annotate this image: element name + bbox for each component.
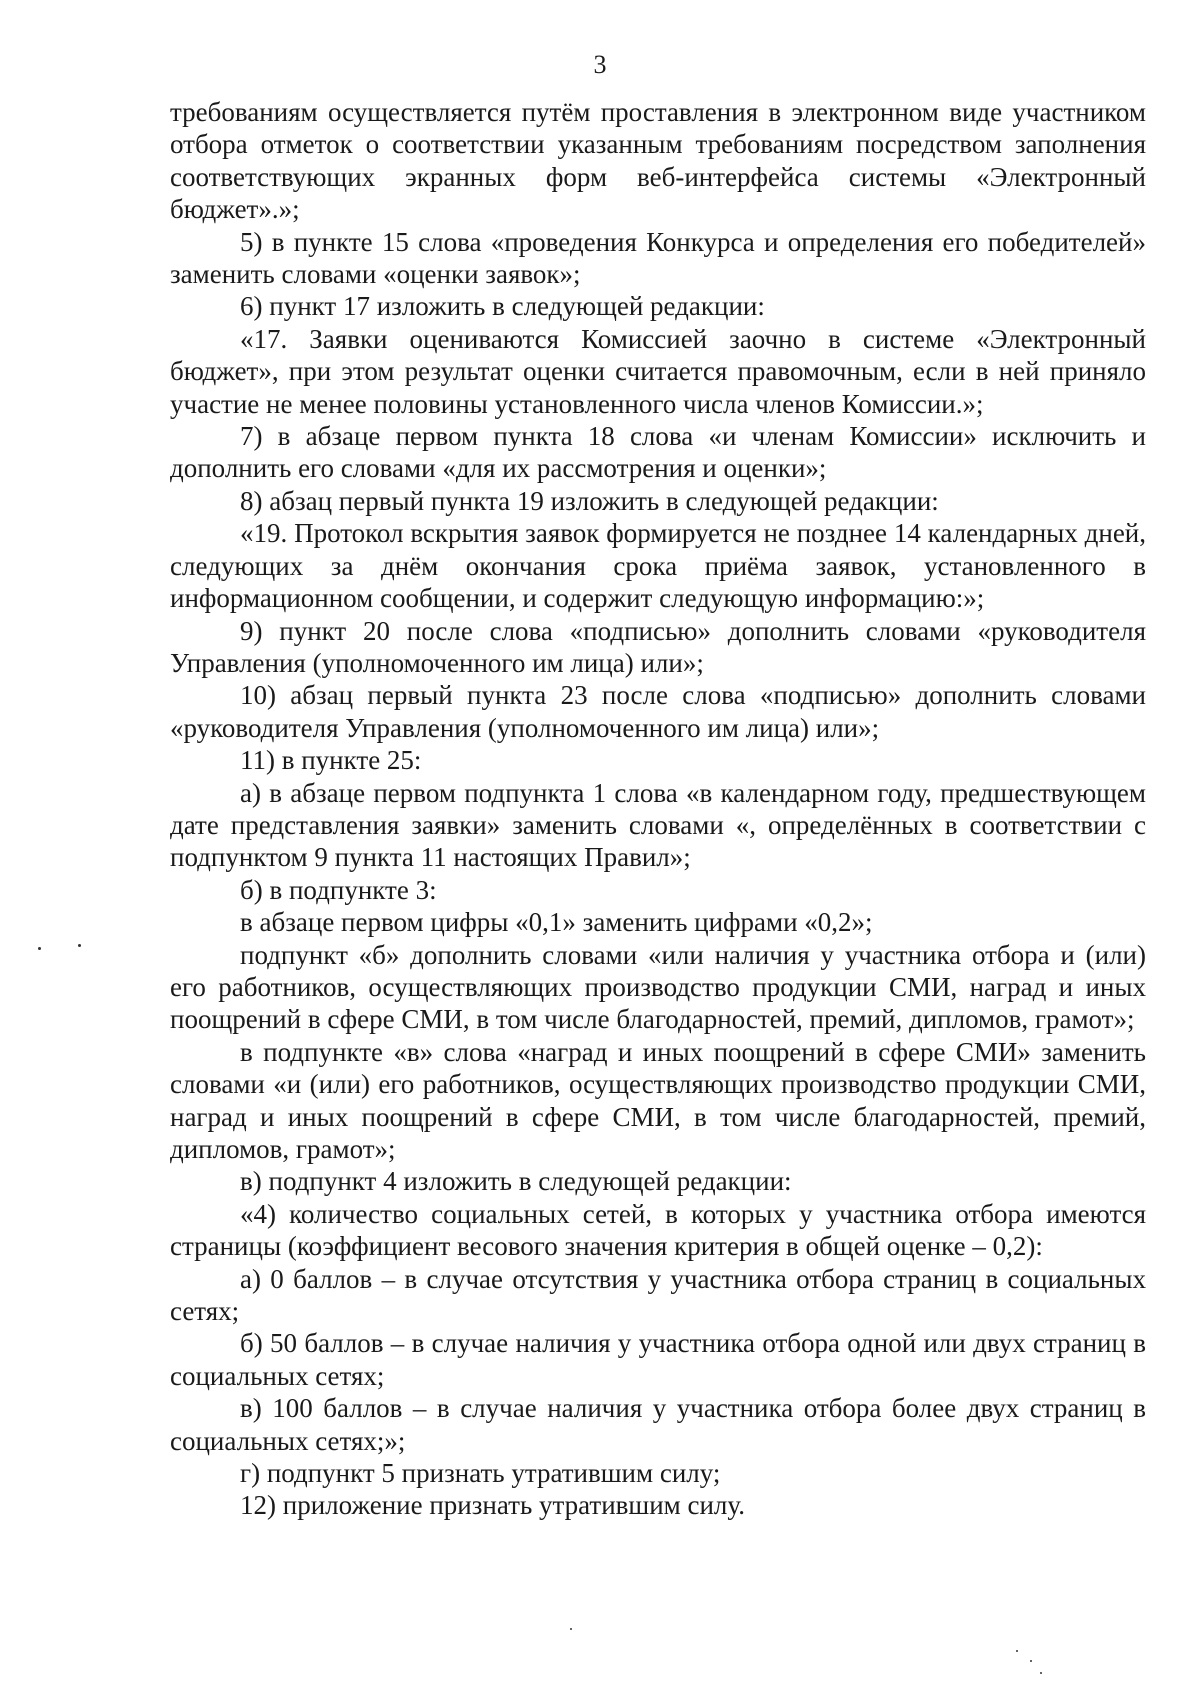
paragraph-quote-4: «4) количество социальных сетей, в которых у участника отбора имеются страницы (коэффициент весового значения критерия в общей оценке – 0,2): (170, 1198, 1146, 1262)
paragraph-item-11b-3: в подпункте «в» слова «наград и иных поощрений в сфере СМИ» заменить словами «и (или) его работников, осуществляющих производство продукции СМИ, наград и иных поощрений в сфере СМИ, в том числе благодарностей, премий, дипломов, грамот»; (170, 1036, 1146, 1164)
scan-speck (1040, 1672, 1042, 1674)
paragraph-item-5: 5) в пункте 15 слова «проведения Конкурса и определения его победителей» заменить словами «оценки заявок»; (170, 226, 1146, 290)
document-body (170, 96, 1146, 1522)
scan-speck (1016, 1650, 1018, 1652)
scan-speck (78, 944, 81, 947)
paragraph-item-11b-2: подпункт «б» дополнить словами «или наличия у участника отбора и (или) его работников, осуществляющих производство продукции СМИ, наград и иных поощрений в сфере СМИ, в том числе благодарностей, премий, дипломов, грамот»; (170, 939, 1146, 1035)
paragraph-continuation: требованиям осуществляется путём проставления в электронном виде участником отбора отметок о соответствии указанным требованиям посредством заполнения соответствующих экранных форм веб-интерфейса системы «Электронный бюджет».»; (170, 97, 1146, 225)
paragraph-quote-4b: б) 50 баллов – в случае наличия у участника отбора одной или двух страниц в социальных сетях; (170, 1328, 1146, 1391)
scan-speck (38, 947, 41, 950)
paragraph-item-7: 7) в абзаце первом пункта 18 слова «и членам Комиссии» исключить и дополнить его словами «для их рассмотрения и оценки»; (170, 421, 1146, 484)
scan-speck (570, 1628, 572, 1630)
paragraph-item-11v: в) подпункт 4 изложить в следующей редакции: (240, 1166, 792, 1197)
paragraph-quote-4a: а) 0 баллов – в случае отсутствия у участника отбора страниц в социальных сетях; (170, 1263, 1146, 1327)
paragraph-item-11b-1: в абзаце первом цифры «0,1» заменить цифрами «0,2»; (240, 907, 873, 938)
paragraph-quote-4v: в) 100 баллов – в случае наличия у участника отбора более двух страниц в социальных сетях;»; (170, 1393, 1146, 1456)
paragraph-item-8: 8) абзац первый пункта 19 изложить в следующей редакции: (240, 485, 939, 516)
paragraph-item-11: 11) в пункте 25: (240, 745, 422, 776)
paragraph-item-11a: а) в абзаце первом подпункта 1 слова «в календарном году, предшествующем дате представления заявки» заменить словами «, определённых в соответствии с подпунктом 9 пункта 11 настоящих Правил»; (170, 777, 1146, 873)
paragraph-quote-17: «17. Заявки оцениваются Комиссией заочно в системе «Электронный бюджет», при этом результат оценки считается правомочным, если в ней приняло участие не менее половины установленного числа членов Комиссии.»; (170, 323, 1146, 419)
paragraph-quote-19: «19. Протокол вскрытия заявок формируется не позднее 14 календарных дней, следующих за днём окончания срока приёма заявок, установленного в информационном сообщении, и содержит следующую информацию:»; (170, 518, 1146, 614)
paragraph-item-11g: г) подпункт 5 признать утратившим силу; (240, 1458, 721, 1489)
paragraph-item-10: 10) абзац первый пункта 23 после слова «подписью» дополнить словами «руководителя Управления (уполномоченного им лица) или»; (170, 680, 1146, 743)
paragraph-item-12: 12) приложение признать утратившим силу. (240, 1490, 745, 1521)
paragraph-item-11b: б) в подпункте 3: (240, 874, 437, 905)
paragraph-item-9: 9) пункт 20 после слова «подписью» дополнить словами «руководителя Управления (уполномоченного им лица) или»; (170, 615, 1146, 678)
paragraph-item-6: 6) пункт 17 изложить в следующей редакции: (240, 291, 765, 322)
page-number: 3 (593, 50, 607, 79)
scan-speck (1030, 1660, 1032, 1662)
